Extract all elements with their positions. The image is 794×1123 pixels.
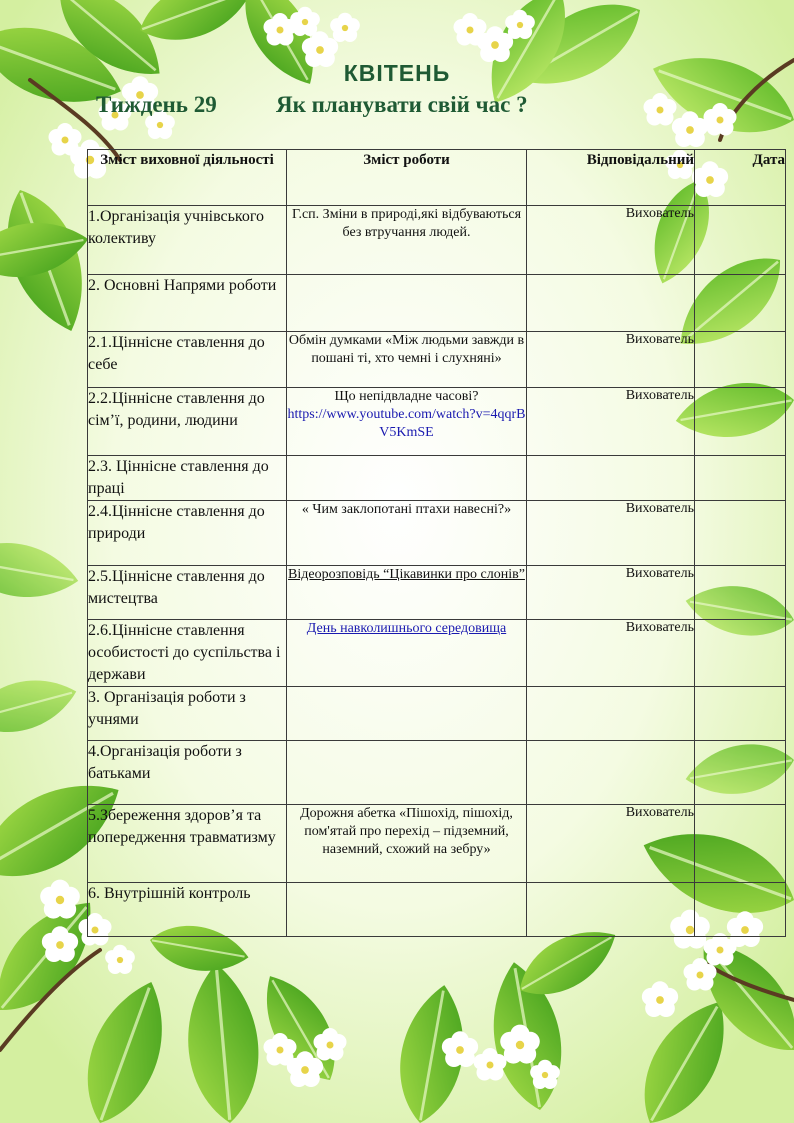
plan-table bbox=[87, 149, 786, 937]
row-work bbox=[287, 388, 527, 456]
row-work bbox=[287, 275, 527, 332]
row-date bbox=[695, 275, 786, 332]
header-responsible: Відповідальний bbox=[527, 150, 695, 206]
row-section: 5.Збереження здоров’я та попередження травматизму bbox=[88, 805, 287, 883]
row-section: 2.6.Ціннісне ставлення особистості до суспільства і держави bbox=[88, 620, 287, 687]
row-work bbox=[287, 566, 527, 620]
row-responsible: Вихователь bbox=[527, 620, 695, 687]
table-row bbox=[88, 275, 786, 332]
row-work bbox=[287, 687, 527, 741]
week-theme: Як планувати свій час ? bbox=[276, 92, 528, 117]
row-responsible: Вихователь bbox=[527, 501, 695, 566]
youtube-link[interactable]: https://www.youtube.com/watch?v=4qqrBV5KmSE bbox=[287, 407, 526, 440]
row-responsible bbox=[527, 456, 695, 501]
table-row bbox=[88, 332, 786, 388]
row-section: 4.Організація роботи з батьками bbox=[88, 741, 287, 805]
row-responsible: Вихователь bbox=[527, 566, 695, 620]
row-work bbox=[287, 620, 527, 687]
row-date bbox=[695, 620, 786, 687]
row-section: 1.Організація учнівського колективу bbox=[88, 206, 287, 275]
row-section: 2.3. Ціннісне ставлення до праці bbox=[88, 456, 287, 501]
row-date bbox=[695, 206, 786, 275]
row-date bbox=[695, 741, 786, 805]
row-responsible bbox=[527, 883, 695, 937]
table-row bbox=[88, 456, 786, 501]
row-work: Г.сп. Зміни в природі,які відбуваються без втручання людей. bbox=[287, 206, 527, 275]
row-work bbox=[287, 883, 527, 937]
row-responsible bbox=[527, 687, 695, 741]
row-date bbox=[695, 501, 786, 566]
week-heading bbox=[96, 92, 528, 118]
header-work: Зміст роботи bbox=[287, 150, 527, 206]
row-section: 6. Внутрішній контроль bbox=[88, 883, 287, 937]
table-row bbox=[88, 687, 786, 741]
row-responsible: Вихователь bbox=[527, 332, 695, 388]
table-row bbox=[88, 741, 786, 805]
video-story-link[interactable]: Відеорозповідь “Цікавинки про слонів” bbox=[288, 567, 525, 582]
row-section: 2. Основні Напрями роботи bbox=[88, 275, 287, 332]
table-row bbox=[88, 566, 786, 620]
row-work: « Чим заклопотані птахи навесні?» bbox=[287, 501, 527, 566]
table-row bbox=[88, 388, 786, 456]
row-work bbox=[287, 456, 527, 501]
week-label: Тиждень 29 bbox=[96, 92, 217, 117]
row-section: 3. Організація роботи з учнями bbox=[88, 687, 287, 741]
row-work: Дорожня абетка «Пішохід, пішохід, пом'ятай про перехід – підземний, наземний, схожий на зебру» bbox=[287, 805, 527, 883]
row-date bbox=[695, 388, 786, 456]
header-activity: Зміст виховної діяльності bbox=[88, 150, 287, 206]
row-date bbox=[695, 332, 786, 388]
table-row bbox=[88, 620, 786, 687]
row-work: Обмін думками «Між людьми завжди в пошані ті, хто чемні і слухняні» bbox=[287, 332, 527, 388]
row-date bbox=[695, 805, 786, 883]
environment-day-link[interactable]: День навколишнього середовища bbox=[306, 621, 507, 636]
row-responsible bbox=[527, 741, 695, 805]
header-date: Дата bbox=[695, 150, 786, 206]
row-date bbox=[695, 687, 786, 741]
table-row bbox=[88, 883, 786, 937]
row-section: 2.4.Ціннісне ставлення до природи bbox=[88, 501, 287, 566]
row-date bbox=[695, 566, 786, 620]
row-responsible: Вихователь bbox=[527, 388, 695, 456]
table-row bbox=[88, 805, 786, 883]
row-work-text: Що непідвладне часові? bbox=[334, 389, 479, 404]
row-date bbox=[695, 456, 786, 501]
table-header-row bbox=[88, 150, 786, 206]
table-row bbox=[88, 501, 786, 566]
table-row bbox=[88, 206, 786, 275]
row-date bbox=[695, 883, 786, 937]
row-work bbox=[287, 741, 527, 805]
row-section: 2.1.Ціннісне ставлення до себе bbox=[88, 332, 287, 388]
row-responsible: Вихователь bbox=[527, 206, 695, 275]
row-responsible bbox=[527, 275, 695, 332]
page-title-month: КВІТЕНЬ bbox=[343, 60, 451, 86]
row-section: 2.5.Ціннісне ставлення до мистецтва bbox=[88, 566, 287, 620]
row-responsible: Вихователь bbox=[527, 805, 695, 883]
row-section: 2.2.Ціннісне ставлення до сім’ї, родини, людини bbox=[88, 388, 287, 456]
